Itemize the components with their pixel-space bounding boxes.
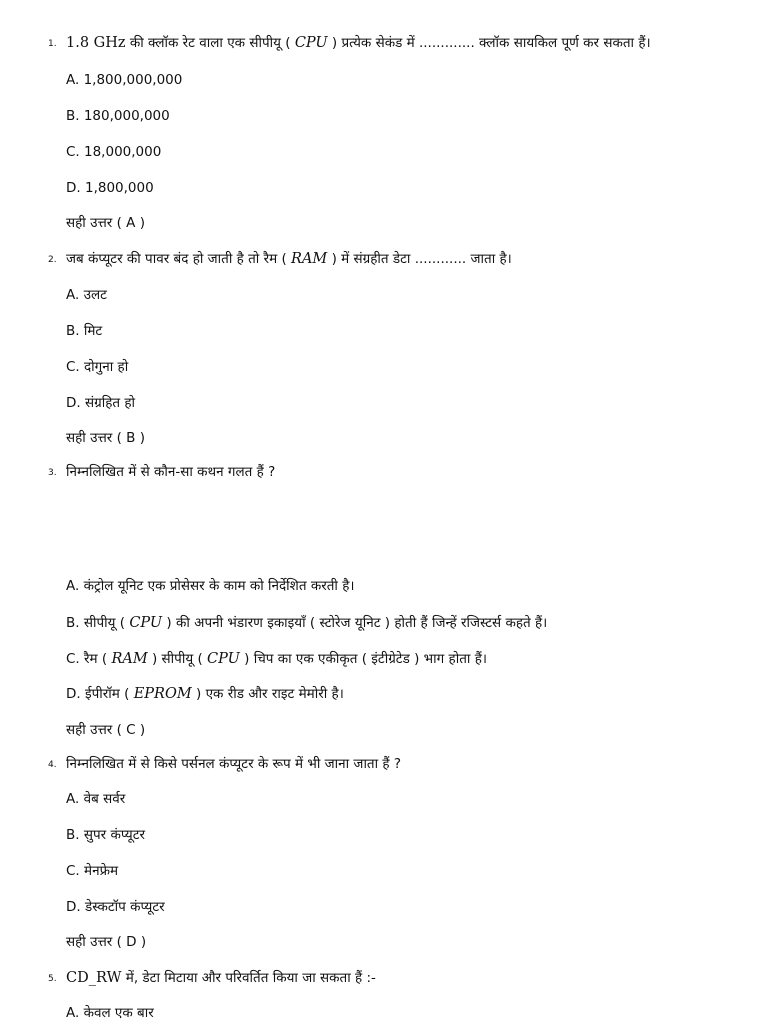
option-text-part: RAM <box>111 651 148 667</box>
question-text: निम्नलिखित में से कौन-सा कथन गलत हैं ? <box>66 464 276 480</box>
option-b: B. 180,000,000 <box>66 108 170 124</box>
question-text-part: CD_RW <box>66 970 122 986</box>
option-text-part: A. कंट्रोल यूनिट एक प्रोसेसर के काम को निर्देशित करती है। <box>66 578 355 594</box>
option-c: C. दोगुना हो <box>66 359 129 375</box>
option-d: D. 1,800,000 <box>66 180 154 196</box>
correct-answer: सही उत्तर ( B ) <box>66 430 145 446</box>
question-number: 4. <box>48 760 57 770</box>
question-1 <box>48 33 651 54</box>
question-text-part: ) में संग्रहीत डेटा ............ जाता है। <box>327 251 512 267</box>
question-text-part: ) प्रत्येक सेकंड में ............. क्लॉक सायकिल पूर्ण कर सकता हैं। <box>327 35 651 51</box>
question-3 <box>48 462 275 483</box>
option-text-part: D. ईपीरॉम ( <box>66 686 134 702</box>
option-text-part: ) एक रीड और राइट मेमोरी है। <box>191 686 344 702</box>
option-text-part: B. सीपीयू ( <box>66 615 130 631</box>
correct-answer: सही उत्तर ( C ) <box>66 722 146 738</box>
option-b: B. मिट <box>66 323 103 339</box>
question-2 <box>48 249 512 270</box>
question-number: 1. <box>48 39 57 49</box>
option-d: D. डेस्कटॉप कंप्यूटर <box>66 899 165 915</box>
option-a: A. केवल एक बार <box>66 1005 154 1021</box>
question-number: 5. <box>48 974 57 984</box>
option-a: A. उलट <box>66 287 107 303</box>
option-text-part: EPROM <box>133 686 192 702</box>
question-4 <box>48 754 401 775</box>
option-text-part: C. रैम ( <box>66 651 112 667</box>
question-text-part: की क्लॉक रेट वाला एक सीपीयू ( <box>125 35 295 51</box>
option-c: C. मेनफ्रेम <box>66 863 119 879</box>
question-text-part: CPU <box>294 35 328 51</box>
question-5 <box>48 968 376 989</box>
question-text: निम्नलिखित में से किसे पर्सनल कंप्यूटर के रूप में भी जाना जाता हैं ? <box>66 756 402 772</box>
correct-answer: सही उत्तर ( D ) <box>66 934 147 950</box>
correct-answer: सही उत्तर ( A ) <box>66 215 145 231</box>
option-text-part: ) सीपीयू ( <box>147 651 208 667</box>
option-d: D. संग्रहित हो <box>66 395 136 411</box>
option-a: A. वेब सर्वर <box>66 791 126 807</box>
option-b <box>66 613 547 633</box>
option-d <box>66 684 344 704</box>
question-text-part: RAM <box>291 251 328 267</box>
option-b: B. सुपर कंप्यूटर <box>66 827 146 843</box>
option-text-part: CPU <box>207 651 240 667</box>
option-text-part: ) की अपनी भंडारण इकाइयाँ ( स्टोरेज यूनिट ) होती हैं जिन्हें रजिस्टर्स कहते हैं। <box>162 615 548 631</box>
question-text-part: 1.8 GHz <box>66 35 126 51</box>
question-text-part: जब कंप्यूटर की पावर बंद हो जाती है तो रैम ( <box>66 251 292 267</box>
option-text-part: ) चिप का एक एकीकृत ( इंटीग्रेटेड ) भाग होता हैं। <box>239 651 487 667</box>
question-number: 3. <box>48 468 57 478</box>
option-a <box>66 576 355 596</box>
question-number: 2. <box>48 255 57 265</box>
option-c <box>66 649 487 669</box>
question-text-part: में, डेटा मिटाया और परिवर्तित किया जा सकता हैं :- <box>121 970 376 986</box>
option-text-part: CPU <box>129 615 163 631</box>
option-a: A. 1,800,000,000 <box>66 72 183 88</box>
option-c: C. 18,000,000 <box>66 144 162 160</box>
